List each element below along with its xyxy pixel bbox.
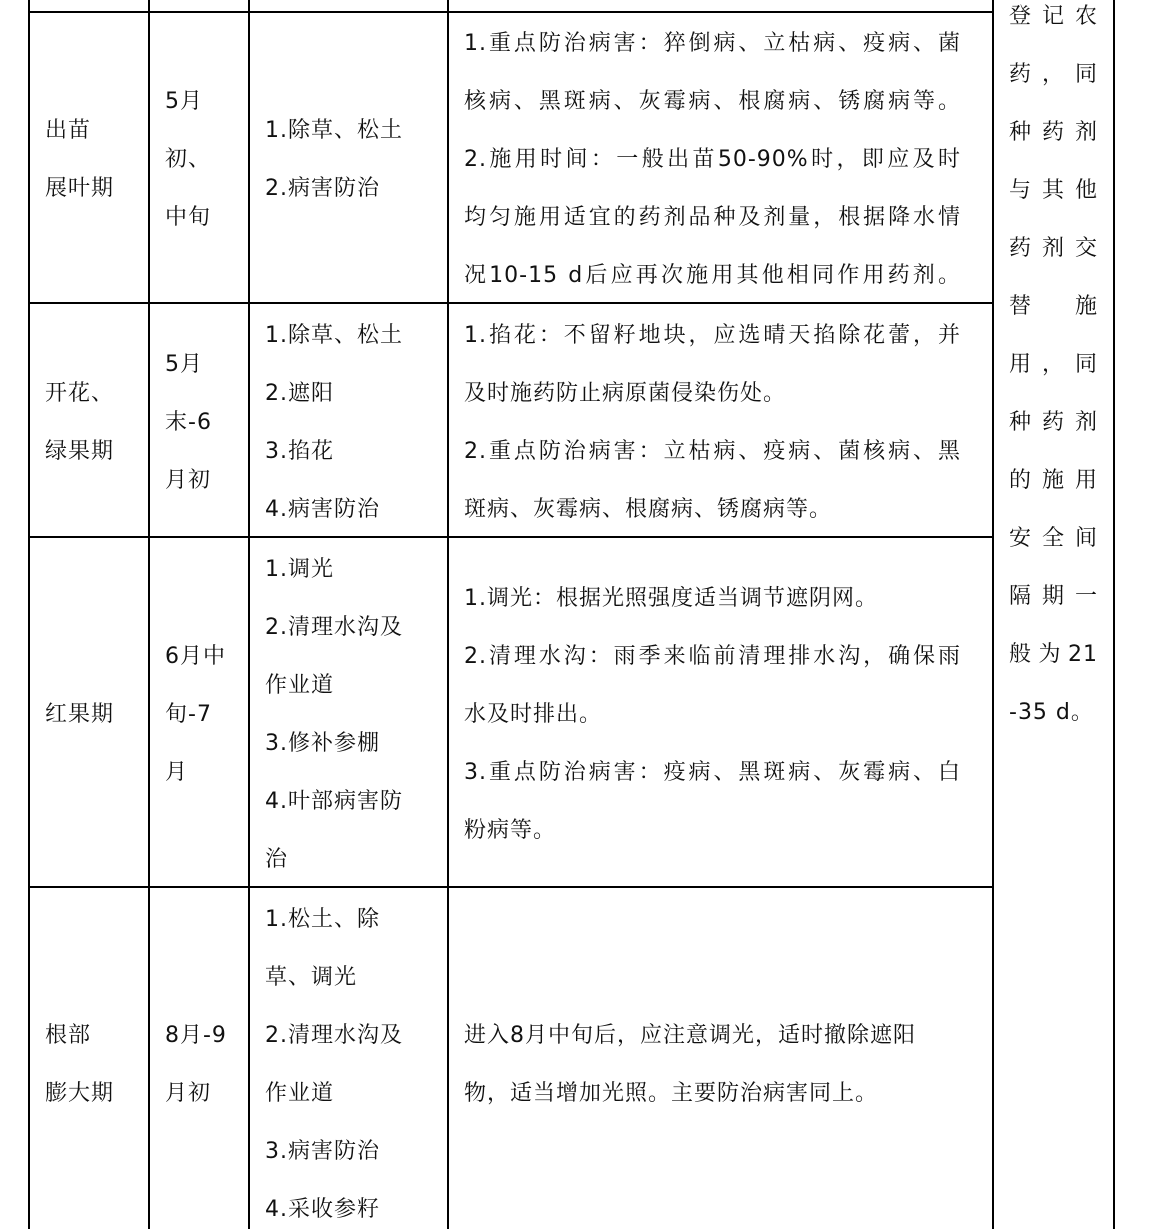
note-line: 1.掐花：不留籽地块，应选晴天掐除花蕾，并 — [464, 323, 961, 348]
side-note-line: 种药剂 — [1009, 120, 1098, 145]
side-note-line: 般为21 — [1009, 642, 1098, 667]
task-line: 1.除草、松土 — [265, 118, 403, 143]
note-line: 核病、黑斑病、灰霉病、根腐病、锈腐病等。 — [464, 89, 961, 114]
tasks-cell — [265, 102, 403, 218]
task-line: 作业道 — [265, 1081, 335, 1106]
stage-line: 绿果期 — [45, 439, 115, 464]
time-line: 月 — [165, 760, 189, 785]
time-line: 旬-7 — [165, 702, 212, 727]
notes-cell — [464, 307, 961, 539]
note-line: 3.重点防治病害：疫病、黑斑病、灰霉病、白 — [464, 760, 961, 785]
time-cell — [165, 73, 211, 247]
note-line: 2.施用时间：一般出苗50-90%时，即应及时 — [464, 147, 961, 172]
time-line: 5月 — [165, 89, 203, 114]
task-line: 1.除草、松土 — [265, 323, 403, 348]
task-line: 4.叶部病害防 — [265, 789, 403, 814]
side-note-line: 替 施 — [1009, 294, 1098, 319]
note-line: 进入8月中旬后，应注意调光，适时撤除遮阳 — [464, 1023, 916, 1048]
task-line: 1.调光 — [265, 557, 334, 582]
side-note-line: 登记农 — [1009, 4, 1098, 29]
side-note-line: 药剂交 — [1009, 236, 1098, 261]
note-line: 况10-15 d后应再次施用其他相同作用药剂。 — [464, 263, 961, 288]
time-cell — [165, 1007, 227, 1123]
stage-cell — [45, 1007, 114, 1123]
task-line: 治 — [265, 847, 289, 872]
row-divider-0 — [28, 11, 994, 13]
stage-cell — [45, 686, 114, 744]
time-line: 月初 — [165, 1081, 212, 1106]
time-line: 6月中 — [165, 644, 226, 669]
task-line: 2.遮阳 — [265, 381, 334, 406]
table-border-left — [28, 0, 30, 1229]
notes-cell — [464, 570, 961, 860]
tasks-cell — [265, 307, 403, 539]
note-line: 水及时排出。 — [464, 702, 603, 727]
stage-line: 红果期 — [45, 702, 115, 727]
note-line: 1.调光：根据光照强度适当调节遮阴网。 — [464, 586, 878, 611]
task-line: 4.病害防治 — [265, 497, 380, 522]
side-note-line: 与其他 — [1009, 178, 1098, 203]
task-line: 2.病害防治 — [265, 176, 380, 201]
time-cell — [165, 628, 226, 802]
task-line: 4.采收参籽 — [265, 1197, 380, 1222]
time-line: 8月-9 — [165, 1023, 227, 1048]
note-line: 均匀施用适宜的药剂品种及剂量，根据降水情 — [464, 205, 961, 230]
time-cell — [165, 336, 212, 510]
col-divider-4 — [992, 0, 994, 1229]
table-border-right — [1113, 0, 1115, 1229]
time-line: 末-6 — [165, 410, 212, 435]
side-note-line: 用，同 — [1009, 352, 1098, 377]
note-line: 1.重点防治病害：猝倒病、立枯病、疫病、菌 — [464, 31, 961, 56]
side-note-line: 安全间 — [1009, 526, 1098, 551]
task-line: 3.修补参棚 — [265, 731, 380, 756]
task-line: 1.松土、除 — [265, 907, 380, 932]
side-note-line: 药，同 — [1009, 62, 1098, 87]
notes-cell — [464, 15, 961, 305]
task-line: 3.病害防治 — [265, 1139, 380, 1164]
task-line: 2.清理水沟及 — [265, 1023, 403, 1048]
note-line: 2.清理水沟：雨季来临前清理排水沟，确保雨 — [464, 644, 961, 669]
task-line: 2.清理水沟及 — [265, 615, 403, 640]
stage-cell — [45, 365, 114, 481]
stage-line: 展叶期 — [45, 176, 115, 201]
note-line: 粉病等。 — [464, 818, 557, 843]
task-line: 作业道 — [265, 673, 335, 698]
stage-cell — [45, 102, 114, 218]
stage-line: 出苗 — [45, 118, 92, 143]
task-line: 草、调光 — [265, 965, 358, 990]
side-note-line: 种药剂 — [1009, 410, 1098, 435]
side-note-line: 隔期一 — [1009, 584, 1098, 609]
time-line: 5月 — [165, 352, 203, 377]
row-divider-3 — [28, 886, 994, 888]
side-note-cell — [1009, 0, 1098, 742]
note-line: 物，适当增加光照。主要防治病害同上。 — [464, 1081, 879, 1106]
stage-line: 根部 — [45, 1023, 92, 1048]
notes-cell — [464, 1007, 961, 1123]
side-note-line: 的施用 — [1009, 468, 1098, 493]
task-line: 3.掐花 — [265, 439, 334, 464]
tasks-cell — [265, 891, 403, 1229]
col-divider-2 — [248, 0, 250, 1229]
note-line: 斑病、灰霉病、根腐病、锈腐病等。 — [464, 497, 833, 522]
stage-line: 开花、 — [45, 381, 115, 406]
side-note-line: -35 d。 — [1009, 700, 1094, 725]
tasks-cell — [265, 541, 403, 889]
note-line: 及时施药防止病原菌侵染伤处。 — [464, 381, 787, 406]
stage-line: 膨大期 — [45, 1081, 115, 1106]
col-divider-3 — [447, 0, 449, 1229]
time-line: 初、 — [165, 147, 212, 172]
note-line: 2.重点防治病害：立枯病、疫病、菌核病、黑 — [464, 439, 961, 464]
time-line: 中旬 — [165, 205, 212, 230]
time-line: 月初 — [165, 468, 212, 493]
col-divider-1 — [148, 0, 150, 1229]
